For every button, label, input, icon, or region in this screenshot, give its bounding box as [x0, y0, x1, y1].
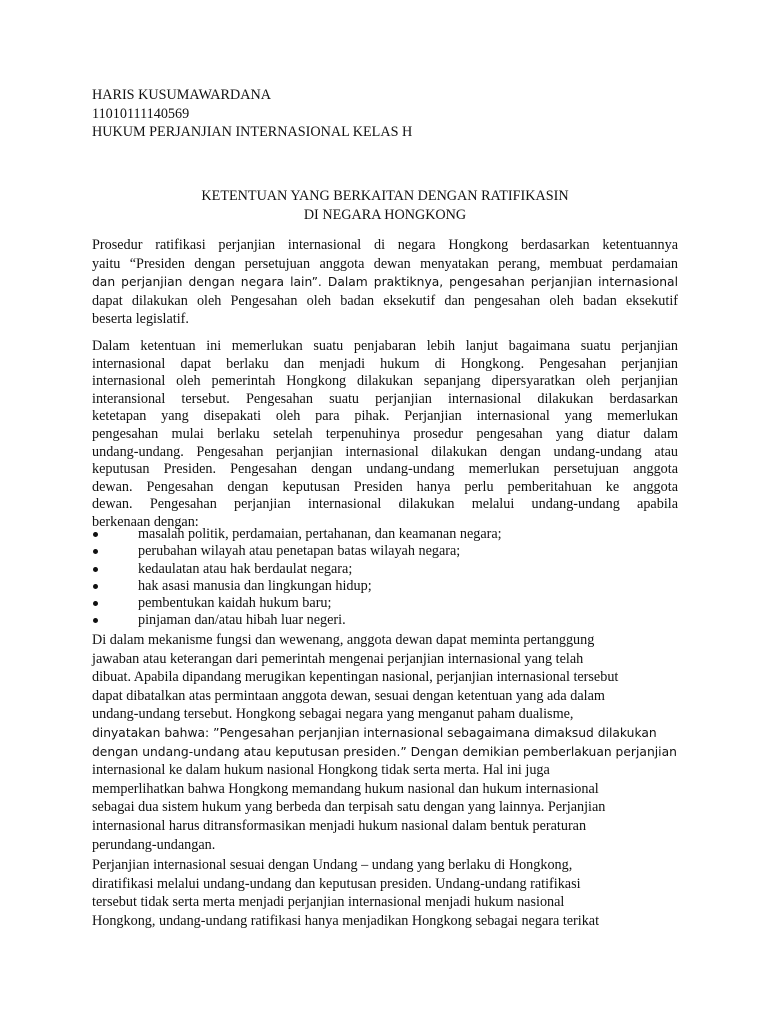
text-line: dibuat. Apabila dipandang merugikan kepentingan nasional, perjanjian internasional tersebut: [92, 669, 619, 686]
text-line: keputusan Presiden. Pengesahan dengan undang-undang memerlukan persetujuan anggota: [92, 461, 678, 478]
text-line: dewan. Pengesahan dengan keputusan Presiden hanya perlu pemberitahuan ke anggota: [92, 478, 678, 495]
text-line: Perjanjian internasional sesuai dengan Undang – undang yang berlaku di Hongkong,: [92, 857, 573, 873]
text-line: pengesahan mulai berlaku setelah terpenuhinya prosedur pengesahan yang diatur dalam: [92, 425, 678, 442]
course-name: HUKUM PERJANJIAN INTERNASIONAL KELAS H: [92, 124, 413, 141]
paragraph-4: [92, 856, 678, 930]
list-item: pembentukan kaidah hukum baru;: [92, 594, 678, 611]
text-line: jawaban atau keterangan dari pemerintah mengenai perjanjian internasional yang telah: [92, 650, 584, 667]
text-line: undang-undang. Pengesahan perjanjian internasional dilakukan dengan undang-undang atau: [92, 443, 678, 460]
text-line: internasional oleh pemerintah Hongkong dilakukan sepanjang dipersyaratkan oleh perjanjian: [92, 373, 678, 390]
bullet-icon: [93, 567, 98, 572]
student-id: 11010111140569: [92, 105, 190, 122]
text-line: ketetapan yang disepakati oleh para pihak. Perjanjian internasional yang memerlukan: [92, 408, 678, 425]
list-item: perubahan wilayah atau penetapan batas wilayah negara;: [92, 542, 678, 559]
text-line: diratifikasi melalui undang-undang dan keputusan presiden. Undang-undang ratifikasi: [92, 875, 581, 892]
bullet-icon: [93, 601, 98, 606]
text-line: dengan undang-undang atau keputusan presiden.” Dengan demikian pemberlakuan perjanjian: [92, 744, 677, 759]
text-line: memperlihatkan bahwa Hongkong memandang hukum nasional dan hukum internasional: [92, 780, 599, 797]
paragraph-2: [92, 338, 678, 532]
document-title: [92, 187, 678, 224]
text-line: internasional dapat berlaku dan menjadi hukum di Hongkong. Pengesahan perjanjian: [92, 355, 678, 372]
text-line: dinyatakan bahwa: ”Pengesahan perjanjian internasional sebagaimana dimaksud dilakukan: [92, 725, 657, 740]
title-line-1: KETENTUAN YANG BERKAITAN DENGAN RATIFIKASIN: [201, 188, 569, 204]
text-line: sebagai dua sistem hukum yang berbeda dan terpisah satu dengan yang lainnya. Perjanjian: [92, 799, 606, 816]
bullet-icon: [93, 618, 98, 623]
text-line: undang-undang tersebut. Hongkong sebagai negara yang menganut paham dualisme,: [92, 706, 574, 723]
text-line: perundang-undangan.: [92, 836, 216, 853]
criteria-list: [92, 525, 678, 629]
paragraph-3: [92, 631, 678, 854]
text-line: dewan. Pengesahan perjanjian internasional dilakukan melalui undang-undang apabila: [92, 496, 678, 513]
text-line: Dalam ketentuan ini memerlukan suatu penjabaran lebih lanjut bagaimana suatu perjanjian: [92, 338, 678, 354]
text-line: beserta legislatif.: [92, 311, 189, 328]
title-line-2: DI NEGARA HONGKONG: [303, 206, 467, 223]
text-line: Di dalam mekanisme fungsi dan wewenang, anggota dewan dapat meminta pertanggung: [92, 632, 595, 648]
list-item: pinjaman dan/atau hibah luar negeri.: [92, 611, 678, 628]
text-line: berkenaan dengan:: [92, 513, 199, 530]
text-line: internasional ke dalam hukum nasional Hongkong tidak serta merta. Hal ini juga: [92, 762, 550, 779]
list-item: hak asasi manusia dan lingkungan hidup;: [92, 577, 678, 594]
text-line: internasional harus ditransformasikan menjadi hukum nasional dalam bentuk peraturan: [92, 817, 587, 834]
text-line: tersebut tidak serta merta menjadi perjanjian internasional menjadi hukum nasional: [92, 894, 565, 911]
list-item: kedaulatan atau hak berdaulat negara;: [92, 560, 678, 577]
text-line: Hongkong, undang-undang ratifikasi hanya menjadikan Hongkong sebagai negara terikat: [92, 912, 600, 929]
bullet-icon: [93, 532, 98, 537]
text-line: yaitu “Presiden dengan persetujuan anggota dewan menyatakan perang, membuat perdamaian: [92, 255, 678, 272]
text-line: dan perjanjian dengan negara lain”. Dalam praktiknya, pengesahan perjanjian internasional: [92, 275, 678, 290]
bullet-icon: [93, 549, 98, 554]
text-line: dapat dilakukan oleh Pengesahan oleh badan eksekutif dan pengesahan oleh badan eksekutif: [92, 292, 678, 309]
paragraph-1: [92, 236, 678, 329]
author-name: HARIS KUSUMAWARDANA: [92, 87, 271, 103]
text-line: dapat dibatalkan atas permintaan anggota dewan, sesuai dengan ketentuan yang ada dalam: [92, 687, 605, 704]
list-item: masalah politik, perdamaian, pertahanan, dan keamanan negara;: [92, 525, 678, 542]
text-line: interansional tersebut. Pengesahan suatu perjanjian internasional dilakukan berdasarkan: [92, 390, 678, 407]
text-line: Prosedur ratifikasi perjanjian internasional di negara Hongkong berdasarkan ketentuannya: [92, 237, 678, 253]
author-header: [92, 86, 692, 142]
bullet-icon: [93, 584, 98, 589]
